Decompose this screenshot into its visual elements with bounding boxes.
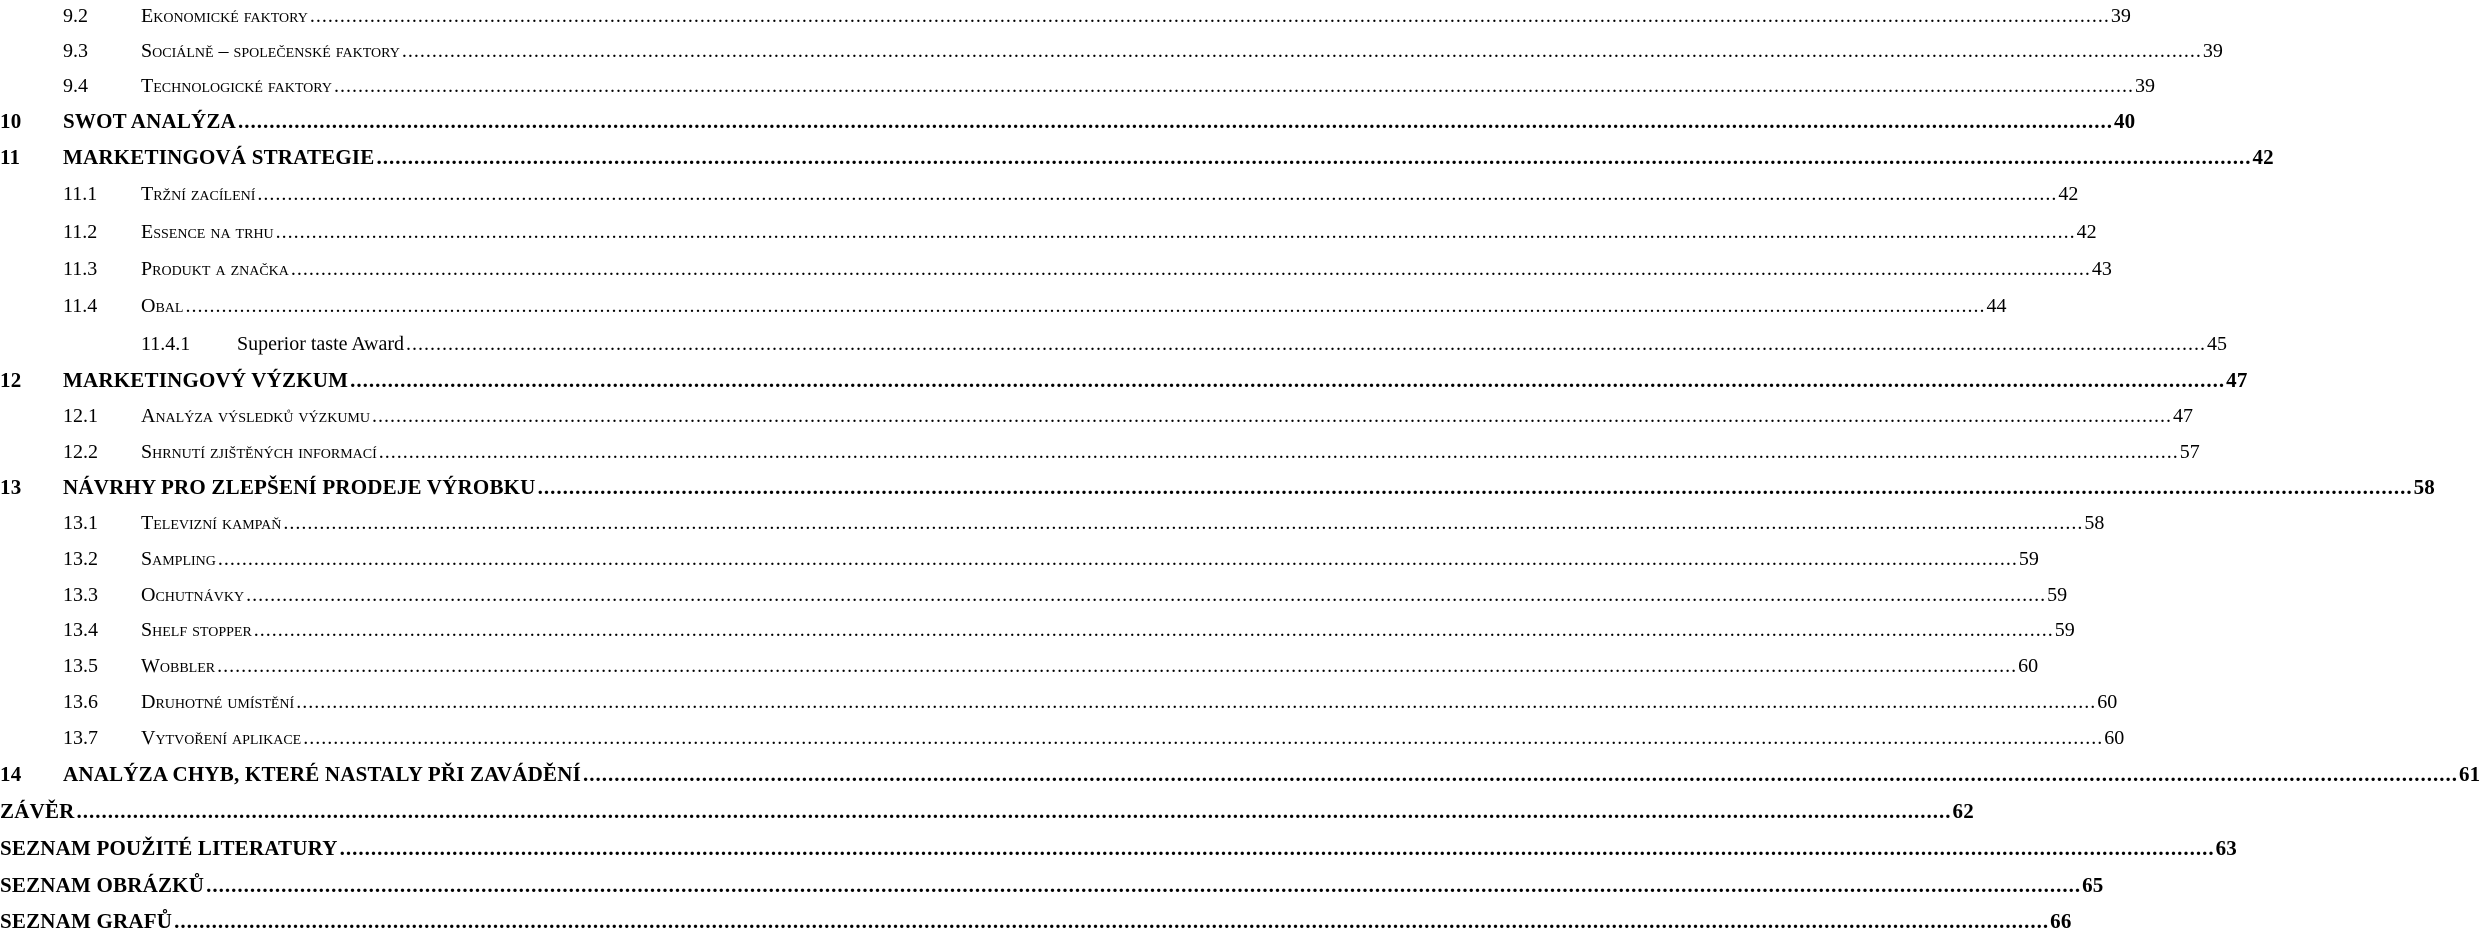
toc-entry-page: 39 — [2110, 5, 2131, 27]
toc-entry-number: 13.7 — [63, 727, 98, 749]
dot-leader: ............................................................................................................................................................................................................................................................................................................ — [339, 836, 2215, 860]
toc-entry-number: 11.2 — [63, 221, 98, 243]
dot-leader: ............................................................................................................................................................................................................................................................................................................ — [206, 873, 2082, 897]
toc-entry[interactable] — [0, 682, 2118, 714]
toc-entry[interactable] — [0, 286, 2007, 318]
dot-leader: ............................................................................................................................................................................................................................................................................................................ — [296, 691, 2097, 713]
toc-entry[interactable] — [0, 792, 1974, 824]
dot-leader: ............................................................................................................................................................................................................................................................................................................ — [237, 109, 2113, 133]
toc-entry-title: Essence na trhu — [141, 221, 274, 243]
toc-entry-title: Shelf stopper — [141, 619, 252, 641]
dot-leader: ............................................................................................................................................................................................................................................................................................................ — [275, 221, 2076, 243]
dot-leader: ............................................................................................................................................................................................................................................................................................................ — [350, 368, 2226, 392]
toc-entry-title: SEZNAM GRAFŮ — [0, 909, 173, 933]
toc-entry-page: 60 — [2104, 727, 2125, 749]
toc-entry[interactable] — [0, 174, 2079, 206]
toc-entry-page: 66 — [2050, 909, 2072, 933]
dot-leader: ............................................................................................................................................................................................................................................................................................................ — [303, 727, 2104, 749]
toc-entry-title: Produkt a značka — [141, 258, 289, 280]
toc-entry-page: 45 — [2207, 333, 2228, 355]
toc-entry[interactable] — [0, 0, 2131, 28]
toc-entry-number: 11 — [0, 145, 21, 169]
toc-entry[interactable] — [0, 829, 2238, 861]
toc-entry[interactable] — [0, 866, 2104, 898]
toc-entry-number: 13.2 — [63, 548, 98, 570]
dot-leader: ............................................................................................................................................................................................................................................................................................................ — [174, 909, 2050, 933]
toc-entry-page: 62 — [1952, 799, 1974, 823]
toc-entry-title: Superior taste Award — [237, 333, 405, 355]
dot-leader: ............................................................................................................................................................................................................................................................................................................ — [257, 183, 2058, 205]
toc-entry-page: 60 — [2097, 691, 2118, 713]
toc-entry[interactable] — [0, 646, 2039, 678]
toc-entry-page: 44 — [1986, 295, 2007, 317]
toc-entry-title: Tržní zacílení — [141, 183, 256, 205]
dot-leader: ............................................................................................................................................................................................................................................................................................................ — [246, 584, 2047, 606]
toc-entry-number: 12 — [0, 368, 22, 392]
toc-entry[interactable] — [0, 361, 2248, 393]
toc-entry-title: Ochutnávky — [141, 584, 245, 606]
toc-entry-title: Wobbler — [141, 655, 216, 677]
toc-entry-page: 39 — [2134, 75, 2155, 97]
toc-entry-page: 60 — [2018, 655, 2039, 677]
toc-entry[interactable] — [0, 31, 2223, 63]
toc-entry[interactable] — [0, 468, 2435, 500]
toc-entry[interactable] — [0, 396, 2193, 428]
dot-leader: ............................................................................................................................................................................................................................................................................................................ — [376, 145, 2252, 169]
toc-entry-page: 42 — [2076, 221, 2097, 243]
toc-entry[interactable] — [0, 718, 2125, 750]
toc-entry-title: ANALÝZA CHYB, KTERÉ NASTALY PŘI ZAVÁDĚNÍ — [63, 762, 581, 786]
dot-leader: ............................................................................................................................................................................................................................................................................................................ — [217, 548, 2018, 570]
toc-entry[interactable] — [0, 138, 2274, 170]
toc-entry-number: 13.3 — [63, 584, 98, 606]
toc-entry[interactable] — [0, 324, 2228, 356]
toc-entry-title: MARKETINGOVÝ VÝZKUM — [63, 368, 349, 392]
dot-leader: ............................................................................................................................................................................................................................................................................................................ — [217, 655, 2018, 677]
toc-entry-page: 57 — [2179, 441, 2200, 463]
toc-entry-page: 40 — [2113, 109, 2136, 133]
dot-leader: ............................................................................................................................................................................................................................................................................................................ — [333, 75, 2134, 97]
toc-entry-page: 47 — [2172, 405, 2193, 427]
dot-leader: ............................................................................................................................................................................................................................................................................................................ — [582, 762, 2458, 786]
toc-entry-title: Technologické faktory — [141, 75, 332, 97]
toc-entry[interactable] — [0, 212, 2097, 244]
toc-entry-title: SEZNAM OBRÁZKŮ — [0, 873, 205, 897]
toc-entry[interactable] — [0, 503, 2105, 535]
toc-entry-number: 11.3 — [63, 258, 98, 280]
toc-entry-number: 9.3 — [63, 40, 88, 62]
toc-entry-number: 9.4 — [63, 75, 88, 97]
toc-entry-title: Ekonomické faktory — [141, 5, 308, 27]
dot-leader: ............................................................................................................................................................................................................................................................................................................ — [76, 799, 1952, 823]
toc-entry-number: 14 — [0, 762, 22, 786]
toc-entry-page: 59 — [2054, 619, 2075, 641]
toc-entry[interactable] — [0, 102, 2136, 134]
dot-leader: ............................................................................................................................................................................................................................................................................................................ — [537, 475, 2413, 499]
dot-leader: ............................................................................................................................................................................................................................................................................................................ — [401, 40, 2202, 62]
toc-entry-number: 13.1 — [63, 512, 98, 534]
toc-entry-page: 39 — [2202, 40, 2223, 62]
toc-entry-number: 10 — [0, 109, 22, 133]
dot-leader: ............................................................................................................................................................................................................................................................................................................ — [309, 5, 2110, 27]
toc-entry-number: 13.5 — [63, 655, 98, 677]
toc-entry-number: 12.1 — [63, 405, 98, 427]
toc-entry-title: ZÁVĚR — [0, 799, 75, 823]
toc-entry[interactable] — [0, 66, 2155, 98]
toc-entry-page: 63 — [2215, 836, 2238, 860]
toc-entry-title: NÁVRHY PRO ZLEPŠENÍ PRODEJE VÝROBKU — [63, 475, 536, 499]
toc-entry-page: 42 — [2252, 145, 2274, 169]
dot-leader: ............................................................................................................................................................................................................................................................................................................ — [371, 405, 2172, 427]
toc-entry-page: 61 — [2458, 762, 2480, 786]
toc-entry[interactable] — [0, 539, 2039, 571]
toc-entry-title: SEZNAM POUŽITÉ LITERATURY — [0, 836, 338, 860]
toc-entry-title: Analýza výsledků výzkumu — [141, 405, 370, 427]
toc-entry[interactable] — [0, 755, 2480, 787]
toc-entry[interactable] — [0, 249, 2112, 281]
dot-leader: ............................................................................................................................................................................................................................................................................................................ — [185, 295, 1986, 317]
toc-entry-page: 58 — [2084, 512, 2105, 534]
toc-entry-title: Druhotné umístění — [141, 691, 295, 713]
toc-entry-page: 47 — [2226, 368, 2248, 392]
toc-entry-title: MARKETINGOVÁ STRATEGIE — [63, 145, 375, 169]
toc-entry-title: Vytvoření aplikace — [141, 727, 302, 749]
dot-leader: ............................................................................................................................................................................................................................................................................................................ — [283, 512, 2084, 534]
toc-entry-number: 13.4 — [63, 619, 98, 641]
toc-entry-number: 13.6 — [63, 691, 98, 713]
toc-entry-page: 43 — [2091, 258, 2112, 280]
toc-entry-page: 58 — [2413, 475, 2435, 499]
toc-entry-page: 65 — [2082, 873, 2104, 897]
toc-entry[interactable] — [0, 432, 2200, 464]
toc-entry-title: Sampling — [141, 548, 216, 570]
dot-leader: ............................................................................................................................................................................................................................................................................................................ — [378, 441, 2179, 463]
toc-entry-number: 12.2 — [63, 441, 98, 463]
toc-entry-number: 11.4 — [63, 295, 98, 317]
dot-leader: ............................................................................................................................................................................................................................................................................................................ — [290, 258, 2091, 280]
toc-entry-number: 9.2 — [63, 5, 88, 27]
toc-entry[interactable] — [0, 610, 2075, 642]
dot-leader: ............................................................................................................................................................................................................................................................................................................ — [253, 619, 2054, 641]
dot-leader: ............................................................................................................................................................................................................................................................................................................ — [406, 333, 2207, 355]
toc-entry-number: 13 — [0, 475, 22, 499]
toc-entry-title: Televizní kampaň — [141, 512, 282, 534]
toc-entry-page: 59 — [2047, 584, 2068, 606]
toc-entry-title: Obal — [141, 295, 184, 317]
toc-entry-title: SWOT ANALÝZA — [63, 109, 236, 133]
toc-entry-page: 42 — [2058, 183, 2079, 205]
toc-entry-number: 11.1 — [63, 183, 98, 205]
toc-entry-title: Sociálně – společenské faktory — [141, 40, 400, 62]
toc-entry-title: Shrnutí zjištěných informací — [141, 441, 377, 463]
toc-entry-page: 59 — [2018, 548, 2039, 570]
toc-entry-number: 11.4.1 — [141, 333, 191, 355]
toc-entry[interactable] — [0, 902, 2072, 934]
toc-entry[interactable] — [0, 575, 2068, 607]
